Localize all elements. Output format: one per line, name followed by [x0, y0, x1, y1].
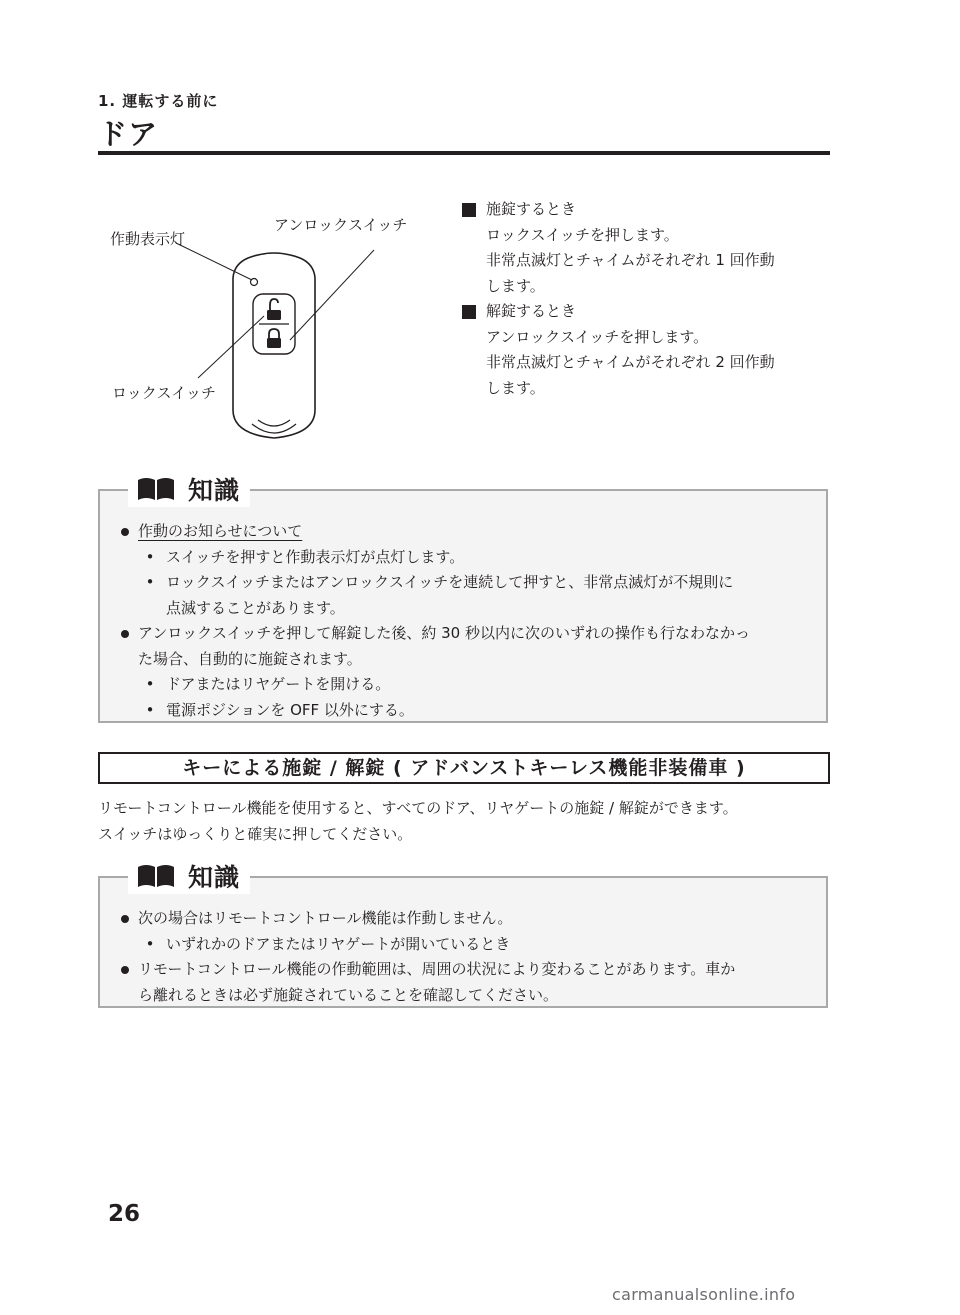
book-icon — [136, 863, 176, 889]
note-item-title: 作動のお知らせについて — [138, 522, 303, 540]
bullet-dot-icon — [121, 915, 129, 923]
book-icon — [136, 476, 176, 502]
key-fob-diagram — [98, 198, 438, 453]
paragraph-line: リモートコントロール機能を使用すると、すべてのドア、リヤゲートの施錠 / 解錠ができます。 — [98, 799, 738, 817]
label-unlock-switch: アンロックスイッチ — [274, 216, 408, 234]
bullet-dot-icon — [121, 630, 129, 638]
operation-line: します。 — [486, 276, 545, 295]
chapter-heading: 1. 運転する前に — [98, 92, 219, 110]
label-lock-switch: ロックスイッチ — [112, 384, 216, 402]
list-subitem: • ロックスイッチまたはアンロックスイッチを連続して押すと、非常点滅灯が不規則に 点滅することがあります。 — [112, 570, 812, 621]
page-number: 26 — [108, 1201, 141, 1227]
list-subitem: • 電源ポジションを OFF 以外にする。 — [112, 698, 812, 724]
subitem-text: 電源ポジションを OFF 以外にする。 — [166, 700, 414, 719]
square-bullet-icon — [462, 305, 476, 319]
list-item — [112, 906, 812, 932]
operation-line: 非常点滅灯とチャイムがそれぞれ 1 回作動 — [486, 251, 775, 269]
list-item — [112, 957, 812, 1008]
knowledge-note-1 — [98, 476, 828, 723]
watermark: carmanualsonline.info — [612, 1285, 796, 1304]
bullet-dot-icon — [121, 528, 129, 536]
list-subitem: • スイッチを押すと作動表示灯が点灯します。 — [112, 545, 812, 571]
label-indicator-light: 作動表示灯 — [110, 230, 186, 248]
note-header — [128, 858, 250, 894]
note-title: 知識 — [188, 863, 241, 892]
paragraph-line: スイッチはゆっくりと確実に押してください。 — [98, 824, 413, 843]
item-text: 次の場合はリモートコントロール機能は作動しません。 — [138, 909, 513, 927]
operation-line: 非常点滅灯とチャイムがそれぞれ 2 回作動 — [486, 353, 775, 371]
subitem-text: 点滅することがあります。 — [166, 598, 345, 617]
knowledge-note-2 — [98, 863, 828, 1008]
operation-list — [462, 197, 832, 401]
operation-line: します。 — [486, 378, 545, 397]
operation-lock — [462, 197, 832, 299]
item-text: た場合、自動的に施錠されます。 — [138, 649, 362, 668]
subitem-text: ドアまたはリヤゲートを開ける。 — [166, 675, 391, 693]
square-bullet-icon — [462, 203, 476, 217]
list-subitem: • いずれかのドアまたはリヤゲートが開いているとき — [112, 932, 812, 958]
operation-unlock — [462, 299, 832, 401]
section-heading: キーによる施錠 / 解錠 ( アドバンストキーレス機能非装備車 ) — [98, 752, 830, 784]
subitem-text: ロックスイッチまたはアンロックスイッチを連続して押すと、非常点滅灯が不規則に — [166, 573, 734, 591]
subitem-text: スイッチを押すと作動表示灯が点灯します。 — [166, 547, 465, 566]
subitem-text: いずれかのドアまたはリヤゲートが開いているとき — [166, 934, 511, 953]
page-title: ドア — [98, 117, 160, 151]
operation-line: ロックスイッチを押します。 — [486, 225, 679, 244]
note-title: 知識 — [188, 476, 241, 505]
item-text: リモートコントロール機能の作動範囲は、周囲の状況により変わることがあります。車か — [138, 960, 736, 978]
list-item — [112, 621, 812, 672]
list-item — [112, 519, 812, 545]
bullet-dot-icon — [121, 966, 129, 974]
operation-heading: 施錠するとき — [486, 200, 577, 218]
note-header — [128, 471, 250, 507]
list-subitem: • ドアまたはリヤゲートを開ける。 — [112, 672, 812, 698]
operation-line: アンロックスイッチを押します。 — [486, 327, 709, 346]
operation-heading: 解錠するとき — [486, 302, 577, 320]
item-text: ら離れるときは必ず施錠されていることを確認してください。 — [138, 985, 559, 1004]
item-text: アンロックスイッチを押して解錠した後、約 30 秒以内に次のいずれの操作も行なわなかっ — [138, 624, 750, 642]
section-paragraph — [98, 796, 833, 847]
title-rule — [98, 151, 830, 155]
